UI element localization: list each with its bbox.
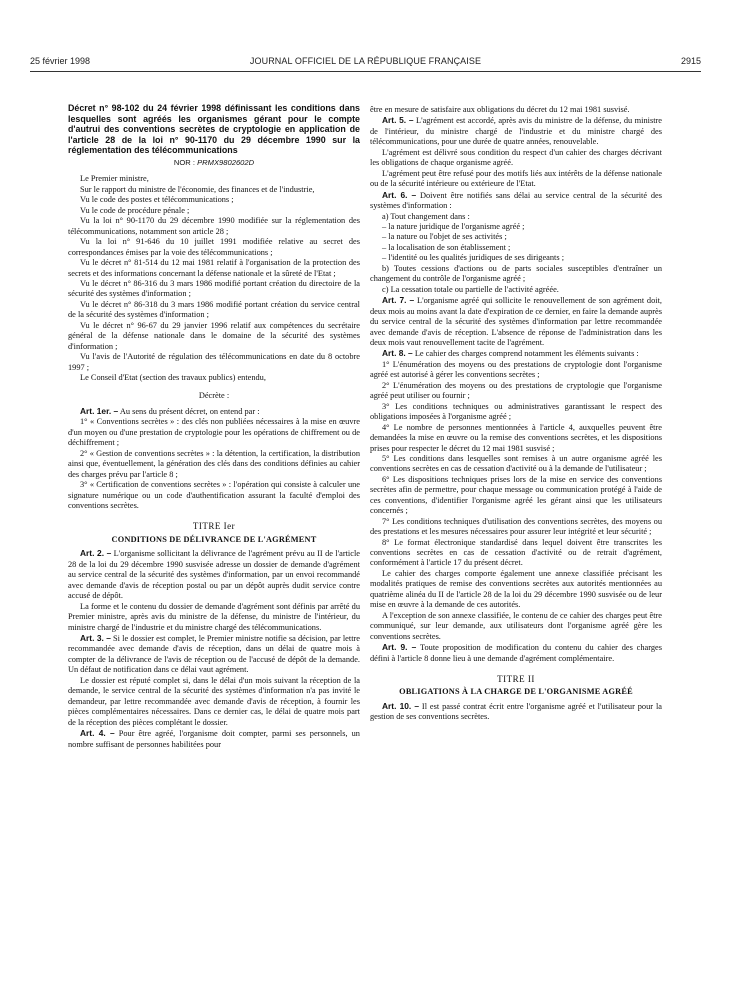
list-item: 8° Le format électronique standardisé dans lequel doivent être transcrites les conventions secrètes en cas de cessation d'activité ou de retrait d'agrément, conformément à l'article 17 du présent décret. <box>370 537 662 568</box>
article-6 <box>370 190 662 212</box>
article-text: Si le dossier est complet, le Premier ministre notifie sa décision, par lettre recommandée avec demande d'avis de réception, dans un délai de quatre mois à compter de la délivrance de l'avis de réception ou de l'accusé de dépôt de la demande. Un défaut de notification dans ce délai vaut agrément. <box>68 634 360 675</box>
article-label: Art. 3. – <box>80 633 111 643</box>
definition: 3° « Certification de conventions secrètes » : l'opération qui consiste à calculer une signature numérique ou un code d'authentification assurant la faculté d'emploi des conventions secrètes. <box>68 480 360 511</box>
paragraph: Sur le rapport du ministre de l'économie, des finances et de l'industrie, <box>80 184 315 194</box>
paragraph: La forme et le contenu du dossier de demande d'agrément sont définis par arrêté du Premier ministre, après avis du ministre de la défense, du ministre de l'intérieur, du ministre chargé de l'industrie et du ministre chargé des télécommunications. <box>68 601 360 632</box>
paragraph: être en mesure de satisfaire aux obligations du décret du 12 mai 1981 susvisé. <box>370 105 630 114</box>
article-5 <box>370 115 662 147</box>
article-label: Art. 10. – <box>382 700 420 711</box>
article-label: Art. 6. – <box>382 189 417 200</box>
titre-subheading: OBLIGATIONS À LA CHARGE DE L'ORGANISME AGRÉÉ <box>399 687 633 697</box>
definition: 2° « Gestion de conventions secrètes » : la détention, la certification, la distribution ainsi que, éventuellement, la génération des clés dans des conditions définies au cahier des charges prévu par l'article 8 ; <box>68 448 360 479</box>
page-header <box>30 56 701 70</box>
paragraph: L'agrément peut être refusé pour des motifs liés aux intérêts de la défense nationale ou de la sécurité intérieure ou extérieure de l'Etat. <box>370 168 662 189</box>
paragraph: Vu l'avis de l'Autorité de régulation des télécommunications en date du 8 octobre 1997 ; <box>68 352 360 372</box>
article-label: Art. 2. – <box>80 548 112 559</box>
paragraph: Vu le code de procédure pénale ; <box>80 205 190 215</box>
header-journal-title: JOURNAL OFFICIEL DE LA RÉPUBLIQUE FRANÇAISE <box>249 56 482 66</box>
article-text: Il est passé contrat écrit entre l'organisme agréé et l'utilisateur pour la gestion de ses conventions secrètes. <box>370 701 662 722</box>
paragraph: Le dossier est réputé complet si, dans le délai d'un mois suivant la réception de la demande, le service central de la sécurité des systèmes d'information n'a pas invité le demandeur, par lettre recommandée avec demande d'avis de réception, à fournir les pièces complémentaires nécessaires. Dans ce dernier cas, le délai de quatre mois part de la réception des pièces complétant le dossier. <box>68 675 360 727</box>
paragraph: Le Conseil d'Etat (section des travaux publics) entendu, <box>80 373 266 383</box>
paragraph: A l'exception de son annexe classifiée, le contenu de ce cahier des charges peut être communiqué, sur leur demande, aux utilisateurs dont l'organisme agréé gère les conventions secrètes. <box>370 610 662 641</box>
article-8 <box>370 348 662 359</box>
article-label: Art. 1er. – <box>80 405 119 416</box>
article-text: Toute proposition de modification du contenu du cahier des charges défini à l'article 8 donne lieu à une demande d'agrément complémentaire. <box>370 643 663 663</box>
list-item: – la localisation de son établissement ; <box>382 242 511 252</box>
article-label: Art. 5. – <box>382 115 414 126</box>
decree-title: Décret n° 98-102 du 24 février 1998 définissant les conditions dans lesquelles sont agréés les organismes gérant pour le compte d'autrui des conventions secrètes de cryptologie en application de l'article 28 de la loi n° 90-1170 du 29 décembre 1990 sur la réglementation des télécommunications <box>68 103 360 156</box>
left-column <box>68 103 360 750</box>
article-3 <box>68 633 360 676</box>
paragraph: Vu le décret n° 86-316 du 3 mars 1986 modifié portant création du directoire de la sécurité des systèmes d'information ; <box>68 278 360 299</box>
list-item: – l'identité ou les qualités juridiques de ses dirigeants ; <box>382 253 565 263</box>
list-item: 1° L'énumération des moyens ou des prestations de cryptologie dont l'organisme agréé est autorisé à gérer les conventions secrètes ; <box>370 359 662 380</box>
paragraph: Le cahier des charges comporte également une annexe classifiée précisant les modalités pratiques de remise des conventions secrètes aux autorités mentionnées au quatrième alinéa du II de l'article 28 de la loi du 29 décembre 1990 susvisée ou de leur mise en œuvre à la demande de ces autorités. <box>370 568 662 610</box>
paragraph: Vu le code des postes et télécommunications ; <box>80 195 234 205</box>
nor-reference <box>68 158 360 168</box>
article-4 <box>68 728 360 750</box>
titre-heading: TITRE II <box>497 674 535 685</box>
list-item: 6° Les dispositions techniques prises lors de la mise en service des conventions secrètes afin de permettre, pour chaque message ou communication protégé à l'aide de ces conventions, d'identifier l'organisme agréé les gérant ainsi que les utilisateurs concernés ; <box>370 474 662 516</box>
paragraph: Vu la loi n° 91-646 du 10 juillet 1991 modifiée relative au secret des correspondances émises par la voie des télécommunications ; <box>68 237 360 257</box>
list-item: c) La cessation totale ou partielle de l'activité agréée. <box>382 284 559 294</box>
article-text: Pour être agréé, l'organisme doit compter, parmi ses personnels, un nombre suffisant de personnes habilitées pour <box>68 729 360 749</box>
definition: 1° « Conventions secrètes » : des clés non publiées nécessaires à la mise en œuvre d'un moyen ou d'une prestation de cryptologie pour les opérations de chiffrement ou de déchiffrement ; <box>68 417 360 448</box>
header-page-number: 2915 <box>680 56 701 66</box>
article-2 <box>68 548 360 601</box>
article-1 <box>68 406 360 417</box>
list-item: 4° Le nombre de personnes mentionnées à l'article 4, auxquelles peuvent être demandées la mise en œuvre ou la remise des conventions secrètes, et les dispositions prises pour respecter le décret du 12 mai 1981 susvisé ; <box>370 422 662 453</box>
article-label: Art. 4. – <box>80 728 115 739</box>
right-column <box>370 105 662 723</box>
titre-heading: TITRE Ier <box>192 521 236 532</box>
article-7 <box>370 295 662 348</box>
article-label: Art. 7. – <box>382 295 415 306</box>
paragraph: Le Premier ministre, <box>80 174 149 184</box>
list-item: a) Tout changement dans : <box>382 211 470 221</box>
article-text: L'organisme sollicitant la délivrance de l'agrément prévu au II de l'article 28 de la loi du 29 décembre 1990 susvisée adresse un dossier de demande d'agrément au service central de la sécurité des systèmes d'information, par un envoi recommandé avec demande d'avis de réception postal ou par un dépôt auprès dudit service contre accusé de dépôt. <box>68 549 360 601</box>
header-rule <box>30 71 701 72</box>
list-item: 7° Les conditions techniques d'utilisation des conventions secrètes, des moyens ou des prestations et les mesures nécessaires pour assurer leur intégrité et leur sécurité ; <box>370 516 662 537</box>
article-text: Au sens du présent décret, on entend par : <box>119 406 260 416</box>
paragraph: L'agrément est délivré sous condition du respect d'un cahier des charges décrivant les obligations de chaque organisme agréé. <box>370 147 662 168</box>
list-item: – la nature juridique de l'organisme agréé ; <box>382 221 525 231</box>
nor-code: PRMX9802602D <box>197 157 255 167</box>
paragraph: Vu le décret n° 96-67 du 29 janvier 1996 relatif aux compétences du secrétaire général de la défense nationale dans le domaine de la sécurité des systèmes d'information ; <box>68 320 360 351</box>
titre-subheading: CONDITIONS DE DÉLIVRANCE DE L'AGRÉMENT <box>111 534 317 544</box>
list-item: – la nature ou l'objet de ses activités ; <box>382 232 507 242</box>
paragraph: Vu le décret n° 81-514 du 12 mai 1981 relatif à l'organisation de la protection des secrets et des informations concernant la défense nationale et la sûreté de l'Etat ; <box>68 258 360 278</box>
article-9 <box>370 642 662 664</box>
list-item: 2° L'énumération des moyens ou des prestations de cryptologie que l'organisme agréé peut utiliser ou fournir ; <box>370 380 662 401</box>
paragraph: Vu la loi n° 90-1170 du 29 décembre 1990 modifiée sur la réglementation des télécommunications, notamment son article 28 ; <box>68 216 360 236</box>
header-date: 25 février 1998 <box>30 56 91 66</box>
decrete-heading: Décrète : <box>198 391 230 401</box>
article-text: Doivent être notifiés sans délai au service central de la sécurité des systèmes d'information : <box>370 190 662 211</box>
article-text: L'organisme agréé qui sollicite le renouvellement de son agrément doit, deux mois au moins avant la date d'expiration de ce dernier, en faire la demande auprès du service central de la sécurité des systèmes d'information par lettre recommandée avec demande d'avis de réception. L'absence de réponse de l'administration dans les deux mois vaut renouvellement tacite de l'agrément. <box>370 296 662 347</box>
list-item: 3° Les conditions techniques ou administratives garantissant le respect des obligations imposées à l'organisme agréé ; <box>370 401 662 422</box>
article-label: Art. 8. – <box>382 348 413 359</box>
nor-label: NOR : <box>173 157 195 167</box>
article-text: L'agrément est accordé, après avis du ministre de la défense, du ministre de l'intérieur, du ministre chargé de l'industrie et du ministre chargé des télécommunications, pour une durée de quatre années, renouvelable. <box>370 116 662 147</box>
list-item: 5° Les conditions dans lesquelles sont remises à un autre organisme agréé les conventions secrètes en cas de cessation d'activité ou à la demande de l'utilisateur ; <box>370 453 662 474</box>
article-label: Art. 9. – <box>382 642 417 653</box>
list-item: b) Toutes cessions d'actions ou de parts sociales susceptibles d'entraîner un changement du contrôle de l'organisme agréé ; <box>370 263 662 284</box>
article-text: Le cahier des charges comprend notamment les éléments suivants : <box>414 349 639 359</box>
article-10 <box>370 701 662 723</box>
paragraph: Vu le décret n° 86-318 du 3 mars 1986 modifié portant création du service central de la sécurité des systèmes d'information ; <box>68 299 360 320</box>
